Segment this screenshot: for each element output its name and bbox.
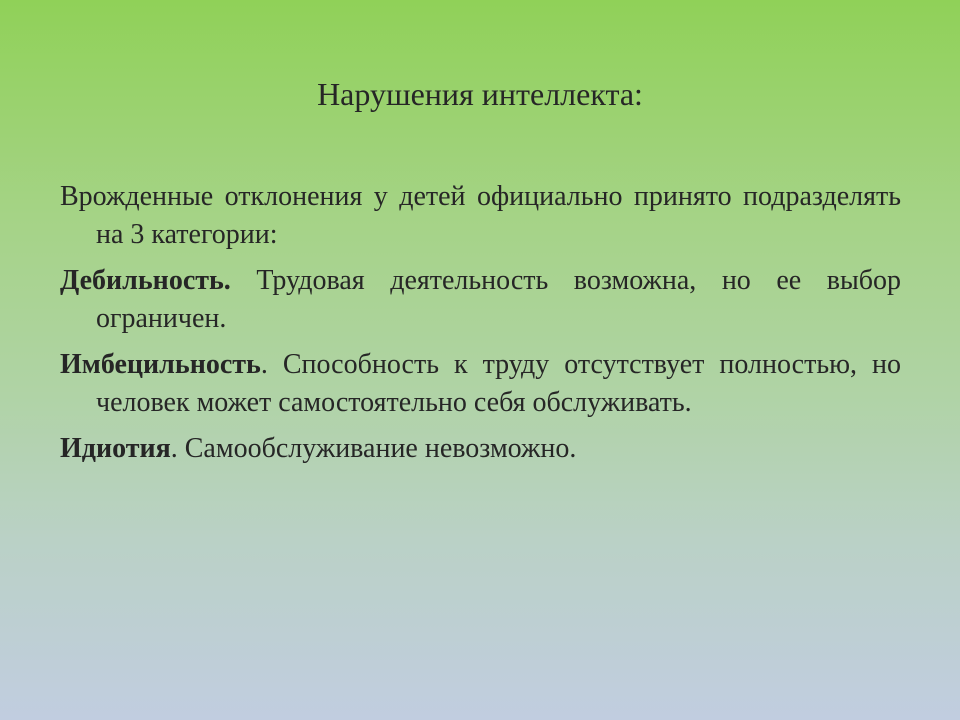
- category-separator: .: [170, 433, 185, 464]
- category-separator: [231, 265, 257, 296]
- intro-text: Врожденные отклонения у детей официально принято подразделять на 3 категории:: [60, 181, 901, 250]
- category-description: Трудовая деятельность возможна, но ее выбор ограничен.: [96, 265, 902, 334]
- category-separator: .: [260, 349, 283, 380]
- category-term: Идиотия: [60, 433, 171, 464]
- category-description: Самообслуживание невозможно.: [184, 433, 577, 464]
- category-term: Имбецильность: [60, 349, 261, 380]
- slide-body: [60, 178, 901, 476]
- category-paragraph-debility: [60, 262, 901, 338]
- category-term: Дебильность.: [60, 265, 231, 296]
- slide-title: Нарушения интеллекта:: [317, 76, 643, 112]
- category-description: Способность к труду отсутствует полностью, но человек может самостоятельно себя обслуживать.: [96, 349, 901, 418]
- intro-paragraph: [60, 178, 901, 254]
- category-paragraph-imbecility: [60, 346, 901, 422]
- category-paragraph-idiocy: [60, 430, 901, 468]
